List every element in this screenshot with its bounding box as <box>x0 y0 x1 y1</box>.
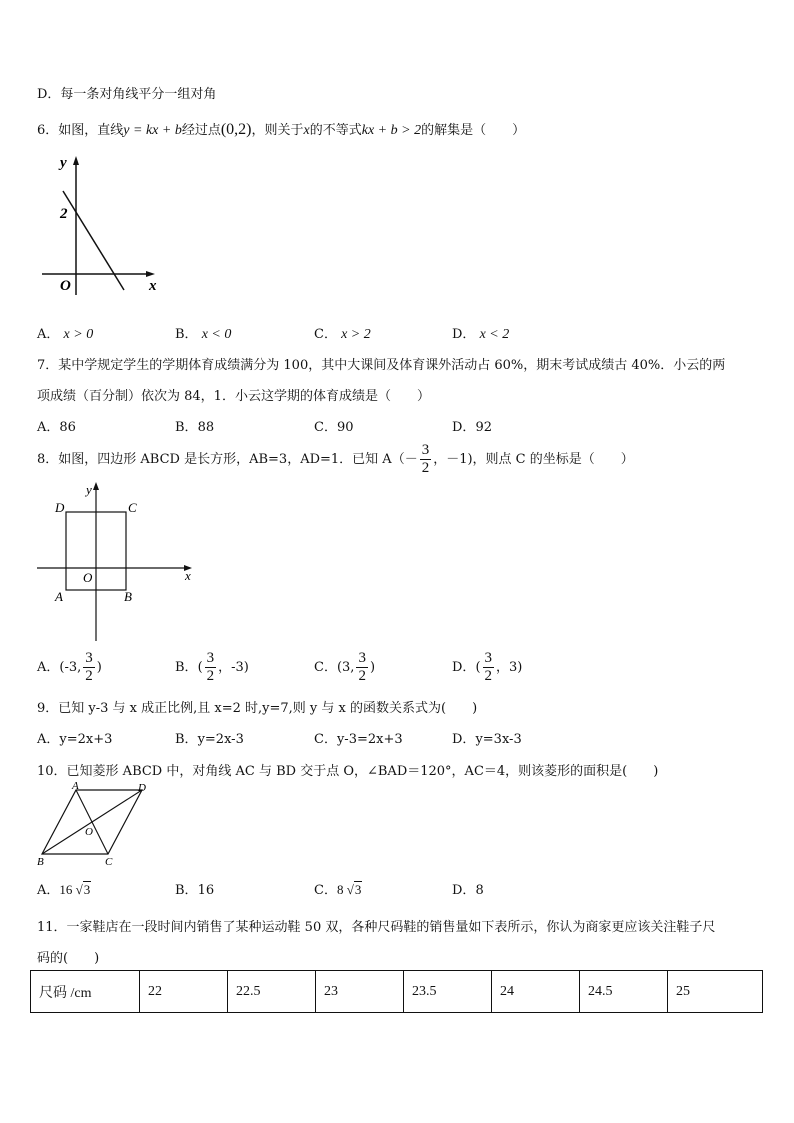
q9-option-c: C．y-3=2x+3 <box>314 732 403 747</box>
q6-x-label: x <box>149 278 157 294</box>
q10-label-d: D <box>138 782 146 794</box>
q8-suffix: ，－1)，则点 C 的坐标是（ ） <box>433 452 634 467</box>
q11-table-cell: 24 <box>492 971 580 1013</box>
q8-prefix: 8．如图，四边形 ABCD 是长方形，AB=3，AD=1．已知 A（－ <box>37 452 418 467</box>
q11-table-cell: 23 <box>316 971 404 1013</box>
q6-stem <box>37 119 525 139</box>
q6-line <box>63 191 124 290</box>
q8-y-label: y <box>86 482 92 497</box>
q6-origin-label: O <box>60 278 71 294</box>
q8-fraction: $\frac{3}{2}$ <box>421 442 430 476</box>
q6-equation: y = kx + b <box>123 123 182 138</box>
q6-mid2: ，则关于 <box>251 123 304 138</box>
q11-table-cell: 25 <box>668 971 763 1013</box>
q6-var: x <box>303 123 310 138</box>
q9-option-d: D．y=3x-3 <box>452 732 522 747</box>
q10-diagonal-bd <box>42 790 142 854</box>
q10-label-c: C <box>105 856 113 868</box>
q6-option-d: D． x < 2 <box>452 327 510 342</box>
q11-table-cell: 23.5 <box>404 971 492 1013</box>
q6-y-label: y <box>60 155 67 171</box>
q10-rhombus-graph <box>34 780 159 870</box>
q8-option-a: A．(-3, $\frac{3}{2}$ ) <box>37 650 102 684</box>
q8-origin-label: O <box>83 570 93 585</box>
q7-option-d: D．92 <box>452 420 492 435</box>
q6-prefix: 6．如图，直线 <box>37 123 124 138</box>
table-row <box>31 971 763 1013</box>
q6-intercept-label: 2 <box>60 206 68 222</box>
q10-option-b: B．16 <box>175 883 215 898</box>
q10-option-c: C．8 √3 <box>314 882 362 898</box>
q11-size-table <box>30 970 763 1013</box>
q10-label-b: B <box>37 856 44 868</box>
q9-stem: 9．已知 y-3 与 x 成正比例,且 x=2 时,y=7,则 y 与 x 的函数关系式为( ) <box>37 701 478 716</box>
q6-line-graph <box>34 150 164 300</box>
q6-option-a: A． x > 0 <box>37 327 94 342</box>
q9-option-b: B．y=2x-3 <box>175 732 244 747</box>
q8-label-c: C <box>128 500 137 515</box>
q8-option-c: C．(3, $\frac{3}{2}$ ) <box>314 650 376 684</box>
q10-label-o: O <box>85 826 93 838</box>
q7-stem-line1: 7．某中学规定学生的学期体育成绩满分为 100，其中大课间及体育课外活动占 60%，期末考试成绩古 40%．小云的两 <box>37 358 726 373</box>
q6-mid3: 的不等式 <box>309 123 362 138</box>
q6-option-c: C． x > 2 <box>314 327 371 342</box>
q8-x-label: x <box>185 568 191 583</box>
q9-option-a: A．y=2x+3 <box>37 732 113 747</box>
q8-stem <box>37 442 634 477</box>
q6-inequality: kx + b > 2 <box>361 123 422 138</box>
q11-table-header: 尺码 /cm <box>31 971 140 1013</box>
q11-stem-line2: 码的( ) <box>37 951 100 966</box>
q11-table-cell: 24.5 <box>580 971 668 1013</box>
q7-option-b: B．88 <box>175 420 215 435</box>
q6-mid: 经过点 <box>181 123 221 138</box>
q6-x-arrow <box>146 271 155 277</box>
q6-option-b: B． x < 0 <box>175 327 232 342</box>
q8-option-d: D．( $\frac{3}{2}$ ，3) <box>452 650 523 684</box>
q6-point: (0,2) <box>220 121 252 138</box>
q8-option-b: B．( $\frac{3}{2}$ ，-3) <box>175 650 249 684</box>
q7-option-c: C．90 <box>314 420 354 435</box>
q8-rectangle-graph <box>34 478 199 646</box>
q11-table-cell: 22 <box>140 971 228 1013</box>
q8-y-arrow <box>93 482 99 490</box>
q10-label-a: A <box>72 780 79 792</box>
q7-stem-line2: 项成绩（百分制）依次为 84，1．小云这学期的体育成绩是（ ） <box>37 389 430 404</box>
q11-table-cell: 22.5 <box>228 971 316 1013</box>
q10-stem: 10．已知菱形 ABCD 中，对角线 AC 与 BD 交于点 O，∠BAD＝120°，AC＝4，则该菱形的面积是( ) <box>37 764 659 779</box>
q6-suffix: 的解集是（ ） <box>421 123 526 138</box>
q8-label-b: B <box>124 589 132 604</box>
q10-option-a: A．16 √3 <box>37 882 91 898</box>
q11-stem-line1: 11．一家鞋店在一段时间内销售了某种运动鞋 50 双，各种尺码鞋的销售量如下表所示，你认为商家更应该关注鞋子尺 <box>37 920 716 935</box>
q5-option-d: D．每一条对角线平分一组对角 <box>37 87 217 102</box>
q7-option-a: A．86 <box>37 420 76 435</box>
q6-y-arrow <box>73 156 79 165</box>
q10-option-d: D．8 <box>452 883 484 898</box>
q8-label-d: D <box>55 500 65 515</box>
q8-label-a: A <box>55 589 63 604</box>
